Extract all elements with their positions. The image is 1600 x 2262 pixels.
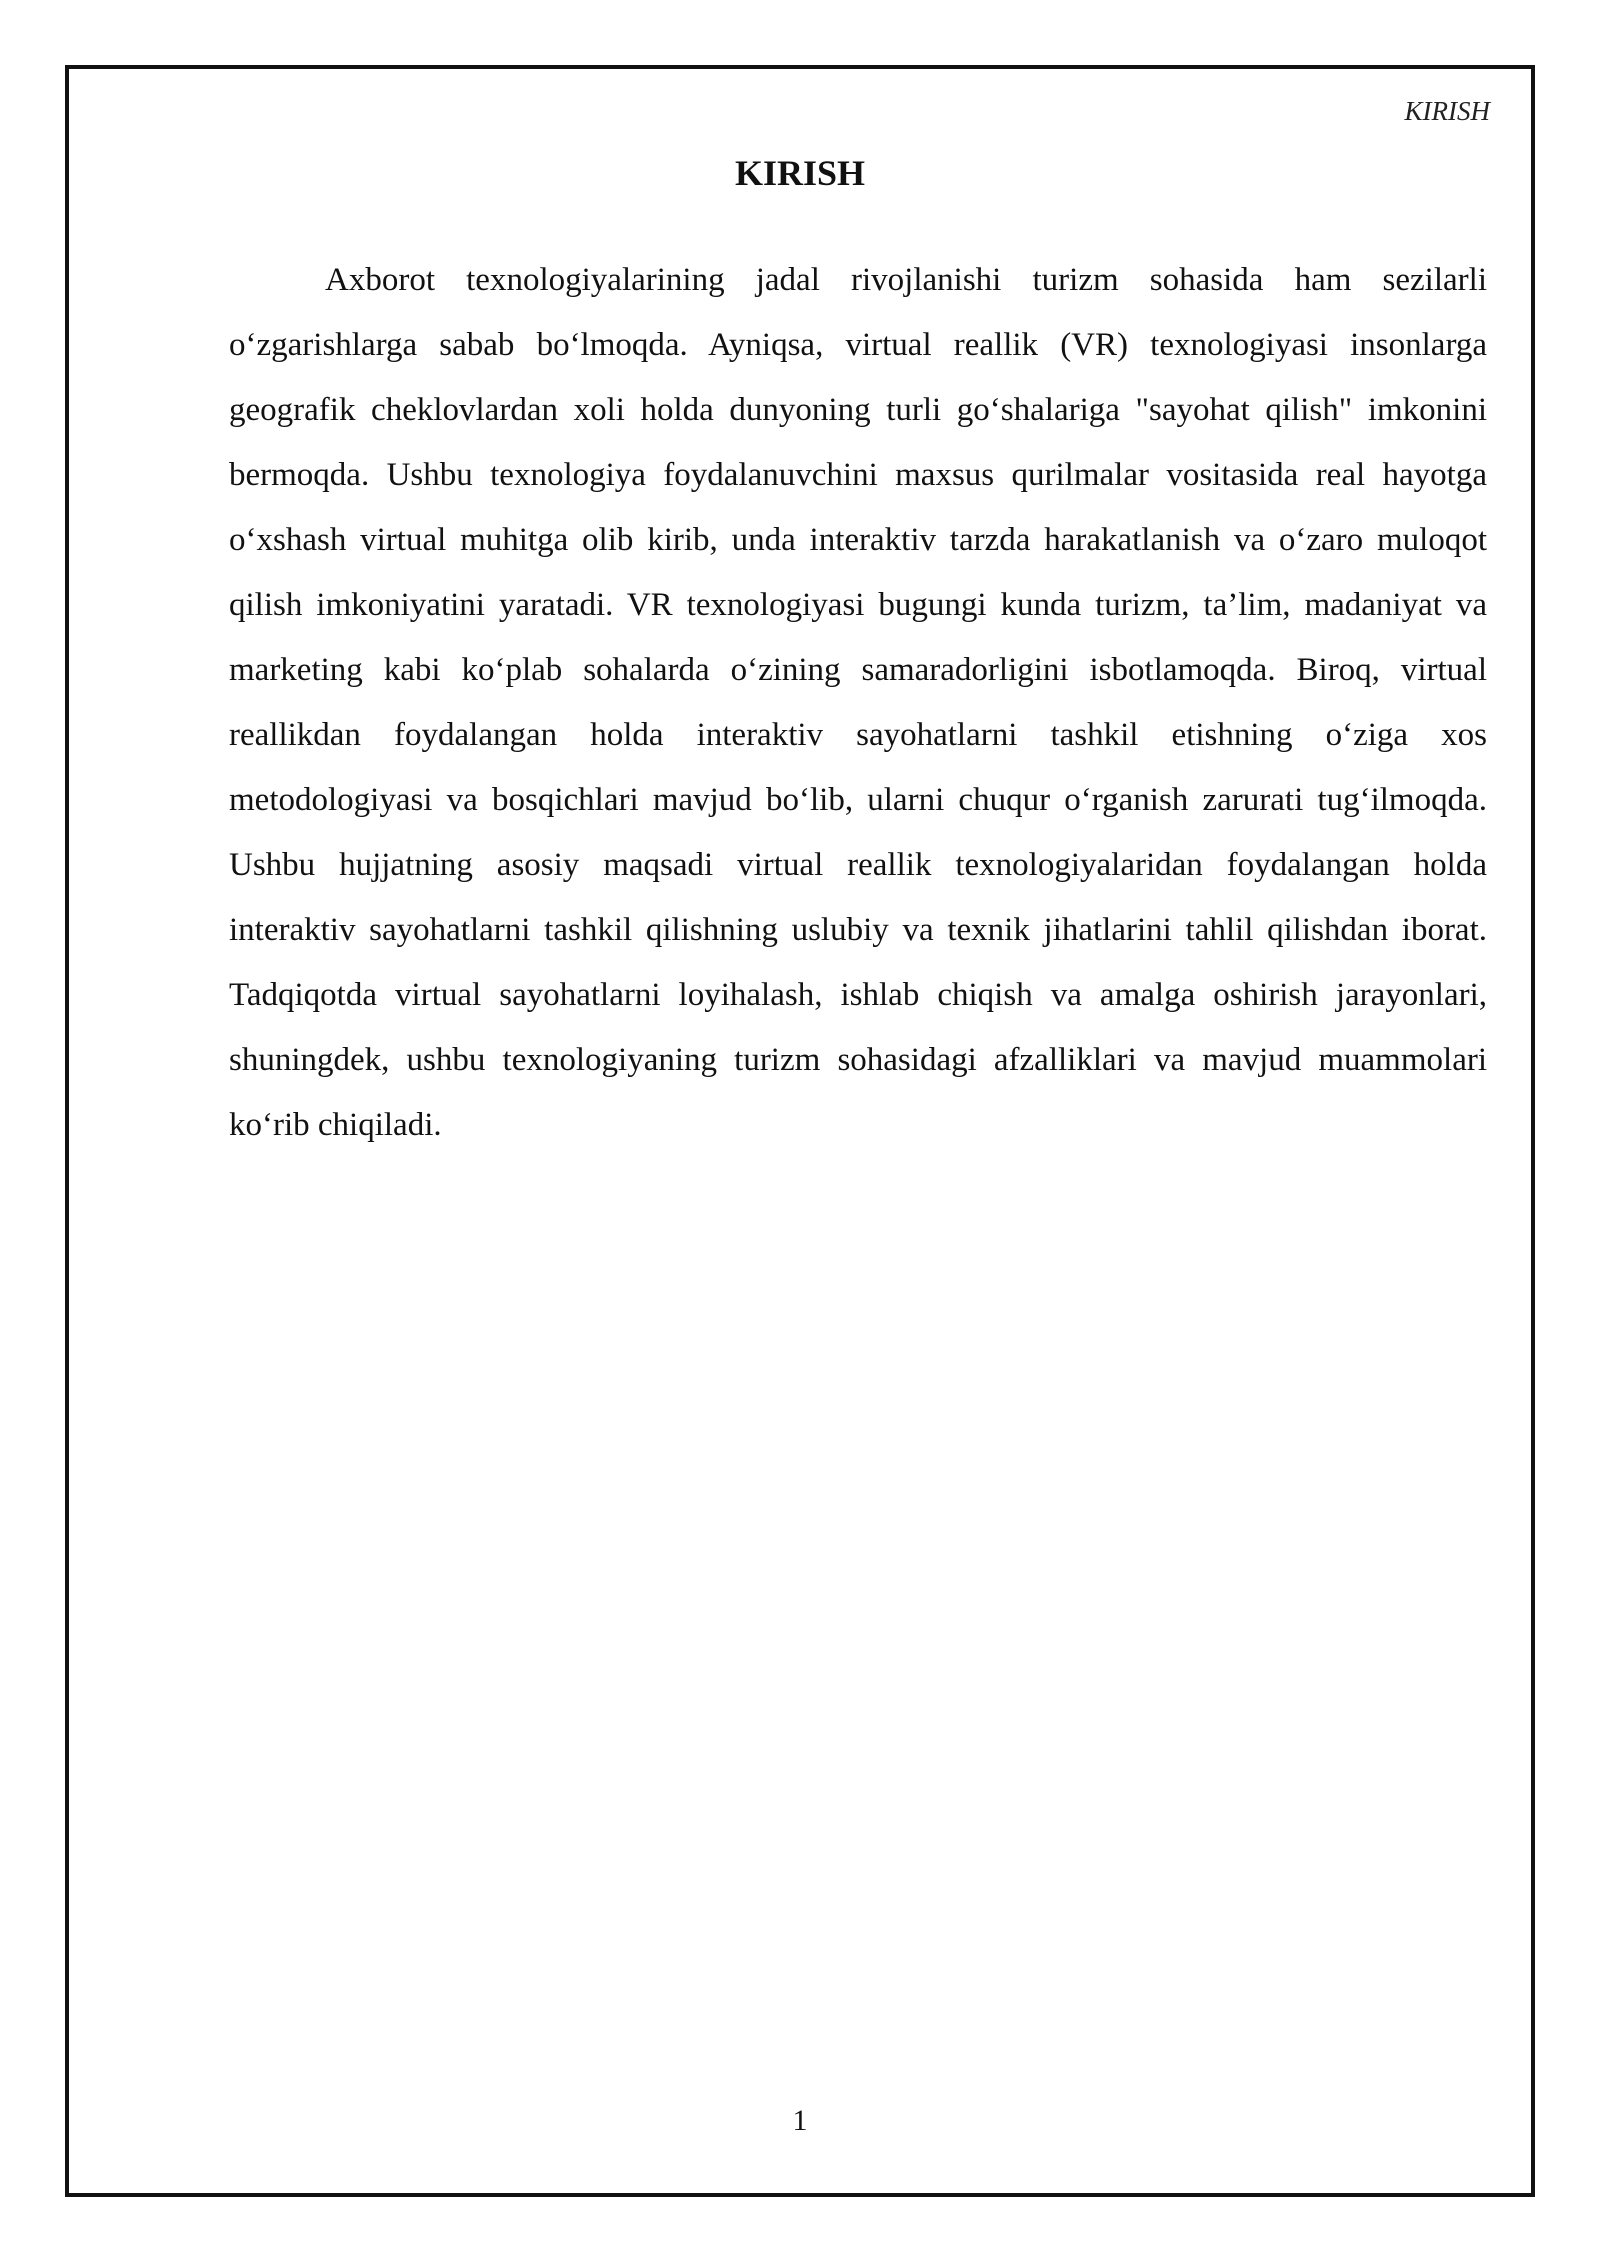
page-title: KIRISH: [734, 153, 866, 193]
running-header: KIRISH: [1404, 96, 1490, 126]
page-number: 1: [792, 2104, 808, 2137]
body-paragraph: Axborot texnologiyalarining jadal rivojlanishi turizm sohasida ham sezilarli o‘zgarishlarga sabab bo‘lmoqda. Ayniqsa, virtual reallik (VR) texnologiyasi insonlarga geografik cheklovlardan xoli holda dunyoning turli go‘shalariga "sayohat qilish" imkonini bermoqda. Ushbu texnologiya foydalanuvchini maxsus qurilmalar vositasida real hayotga o‘xshash virtual muhitga olib kirib, unda interaktiv tarzda harakatlanish va o‘zaro muloqot qilish imkoniyatini yaratadi. VR texnologiyasi bugungi kunda turizm, ta’lim, madaniyat va marketing kabi ko‘plab sohalarda o‘zining samaradorligini isbotlamoqda. Biroq, virtual reallikdan foydalangan holda interaktiv sayohatlarni tashkil etishning o‘ziga xos metodologiyasi va bosqichlari mavjud bo‘lib, ularni chuqur o‘rganish zarurati tug‘ilmoqda. Ushbu hujjatning asosiy maqsadi virtual reallik texnologiyalaridan foydalangan holda interaktiv sayohatlarni tashkil qilishning uslubiy va texnik jihatlarini tahlil qilishdan iborat. Tadqiqotda virtual sayohatlarni loyihalash, ishlab chiqish va amalga oshirish jarayonlari, shuningdek, ushbu texnologiyaning turizm sohasidagi afzalliklari va mavjud muammolari ko‘rib chiqiladi.: [229, 262, 1487, 1143]
